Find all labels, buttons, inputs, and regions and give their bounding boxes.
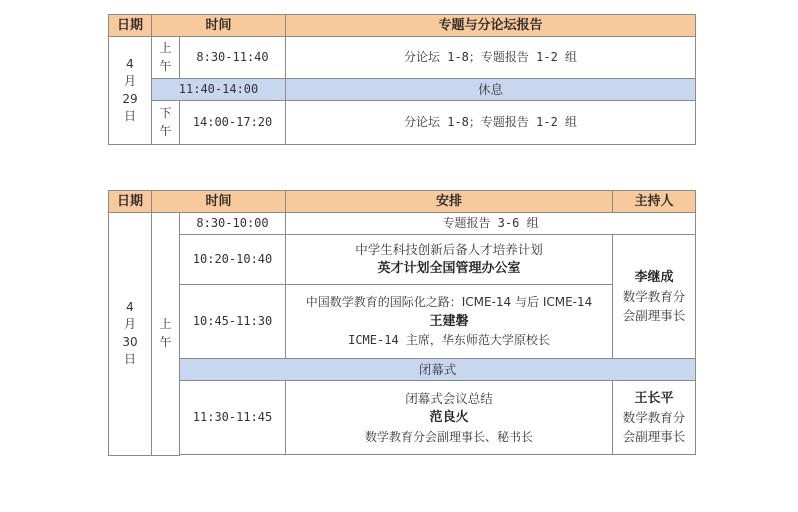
closing-band: 闭幕式 xyxy=(180,359,696,381)
table-header-row xyxy=(109,191,696,213)
table-row xyxy=(109,101,696,145)
table-row xyxy=(109,213,696,235)
host-cell xyxy=(613,381,696,455)
table-row xyxy=(109,235,696,285)
schedule-table-apr-29 xyxy=(108,14,696,145)
time-cell: 10:45-11:30 xyxy=(180,285,286,359)
talk-title: 中学生科技创新后备人才培养计划 xyxy=(355,242,543,258)
content-cell: 分论坛 1-8；专题报告 1-2 组 xyxy=(286,37,696,79)
date-month: 4 xyxy=(126,299,134,314)
host-name: 李继成 xyxy=(634,269,674,285)
period-morning xyxy=(152,213,180,456)
break-time: 11:40-14:00 xyxy=(152,79,286,101)
host-name: 王长平 xyxy=(634,390,674,406)
time-cell: 8:30-10:00 xyxy=(180,213,286,235)
table-row xyxy=(109,37,696,79)
talk-title: 闭幕式会议总结 xyxy=(405,391,493,406)
header-time: 时间 xyxy=(152,15,286,37)
table-row xyxy=(109,381,696,455)
time-cell: 14:00-17:20 xyxy=(180,101,286,145)
talk-speaker: 范良火 xyxy=(429,410,469,425)
date-day-unit: 日 xyxy=(123,108,136,123)
header-date: 日期 xyxy=(109,15,152,37)
time-cell: 11:30-11:45 xyxy=(180,381,286,455)
host-title: 数学教育分 xyxy=(622,289,686,305)
content-cell xyxy=(286,235,613,285)
period-label: 午 xyxy=(159,58,172,73)
date-day-unit: 日 xyxy=(123,352,136,367)
time-cell: 10:20-10:40 xyxy=(180,235,286,285)
time-cell: 8:30-11:40 xyxy=(180,37,286,79)
header-host: 主持人 xyxy=(613,191,696,213)
content-cell: 专题报告 3-6 组 xyxy=(286,213,696,235)
talk-affiliation: ICME-14 主席，华东师范大学原校长 xyxy=(348,333,550,348)
host-title: 数学教育分 xyxy=(622,410,686,426)
closing-band-row xyxy=(109,359,696,381)
table-row xyxy=(109,285,696,359)
table-header-row xyxy=(109,15,696,37)
date-day: 29 xyxy=(122,91,138,106)
period-label: 下 xyxy=(159,106,172,121)
break-row xyxy=(109,79,696,101)
break-label: 休息 xyxy=(286,79,696,101)
period-label: 午 xyxy=(159,123,172,138)
date-cell xyxy=(109,37,152,145)
header-topic: 专题与分论坛报告 xyxy=(286,15,696,37)
header-time: 时间 xyxy=(152,191,286,213)
schedule-table-apr-30 xyxy=(108,190,696,456)
talk-affiliation: 数学教育分会副理事长、秘书长 xyxy=(365,429,534,444)
date-day: 30 xyxy=(122,334,138,349)
date-month-unit: 月 xyxy=(123,74,136,89)
date-cell xyxy=(109,213,152,456)
host-title: 会副理事长 xyxy=(622,308,686,324)
period-morning xyxy=(152,37,180,79)
period-label: 上 xyxy=(159,317,172,332)
date-month-unit: 月 xyxy=(123,317,136,332)
content-cell: 分论坛 1-8；专题报告 1-2 组 xyxy=(286,101,696,145)
content-cell xyxy=(286,285,613,359)
host-title: 会副理事长 xyxy=(622,429,686,445)
period-label: 午 xyxy=(159,334,172,349)
talk-speaker: 英才计划全国管理办公室 xyxy=(377,261,521,277)
period-afternoon xyxy=(152,101,180,145)
talk-title: 中国数学教育的国际化之路：ICME-14 与后 ICME-14 xyxy=(305,295,593,310)
host-cell xyxy=(613,235,696,359)
header-arrangement: 安排 xyxy=(286,191,613,213)
talk-speaker: 王建磐 xyxy=(429,313,469,329)
header-date: 日期 xyxy=(109,191,152,213)
period-label: 上 xyxy=(159,41,172,56)
content-cell xyxy=(286,381,613,455)
date-month: 4 xyxy=(126,56,134,71)
